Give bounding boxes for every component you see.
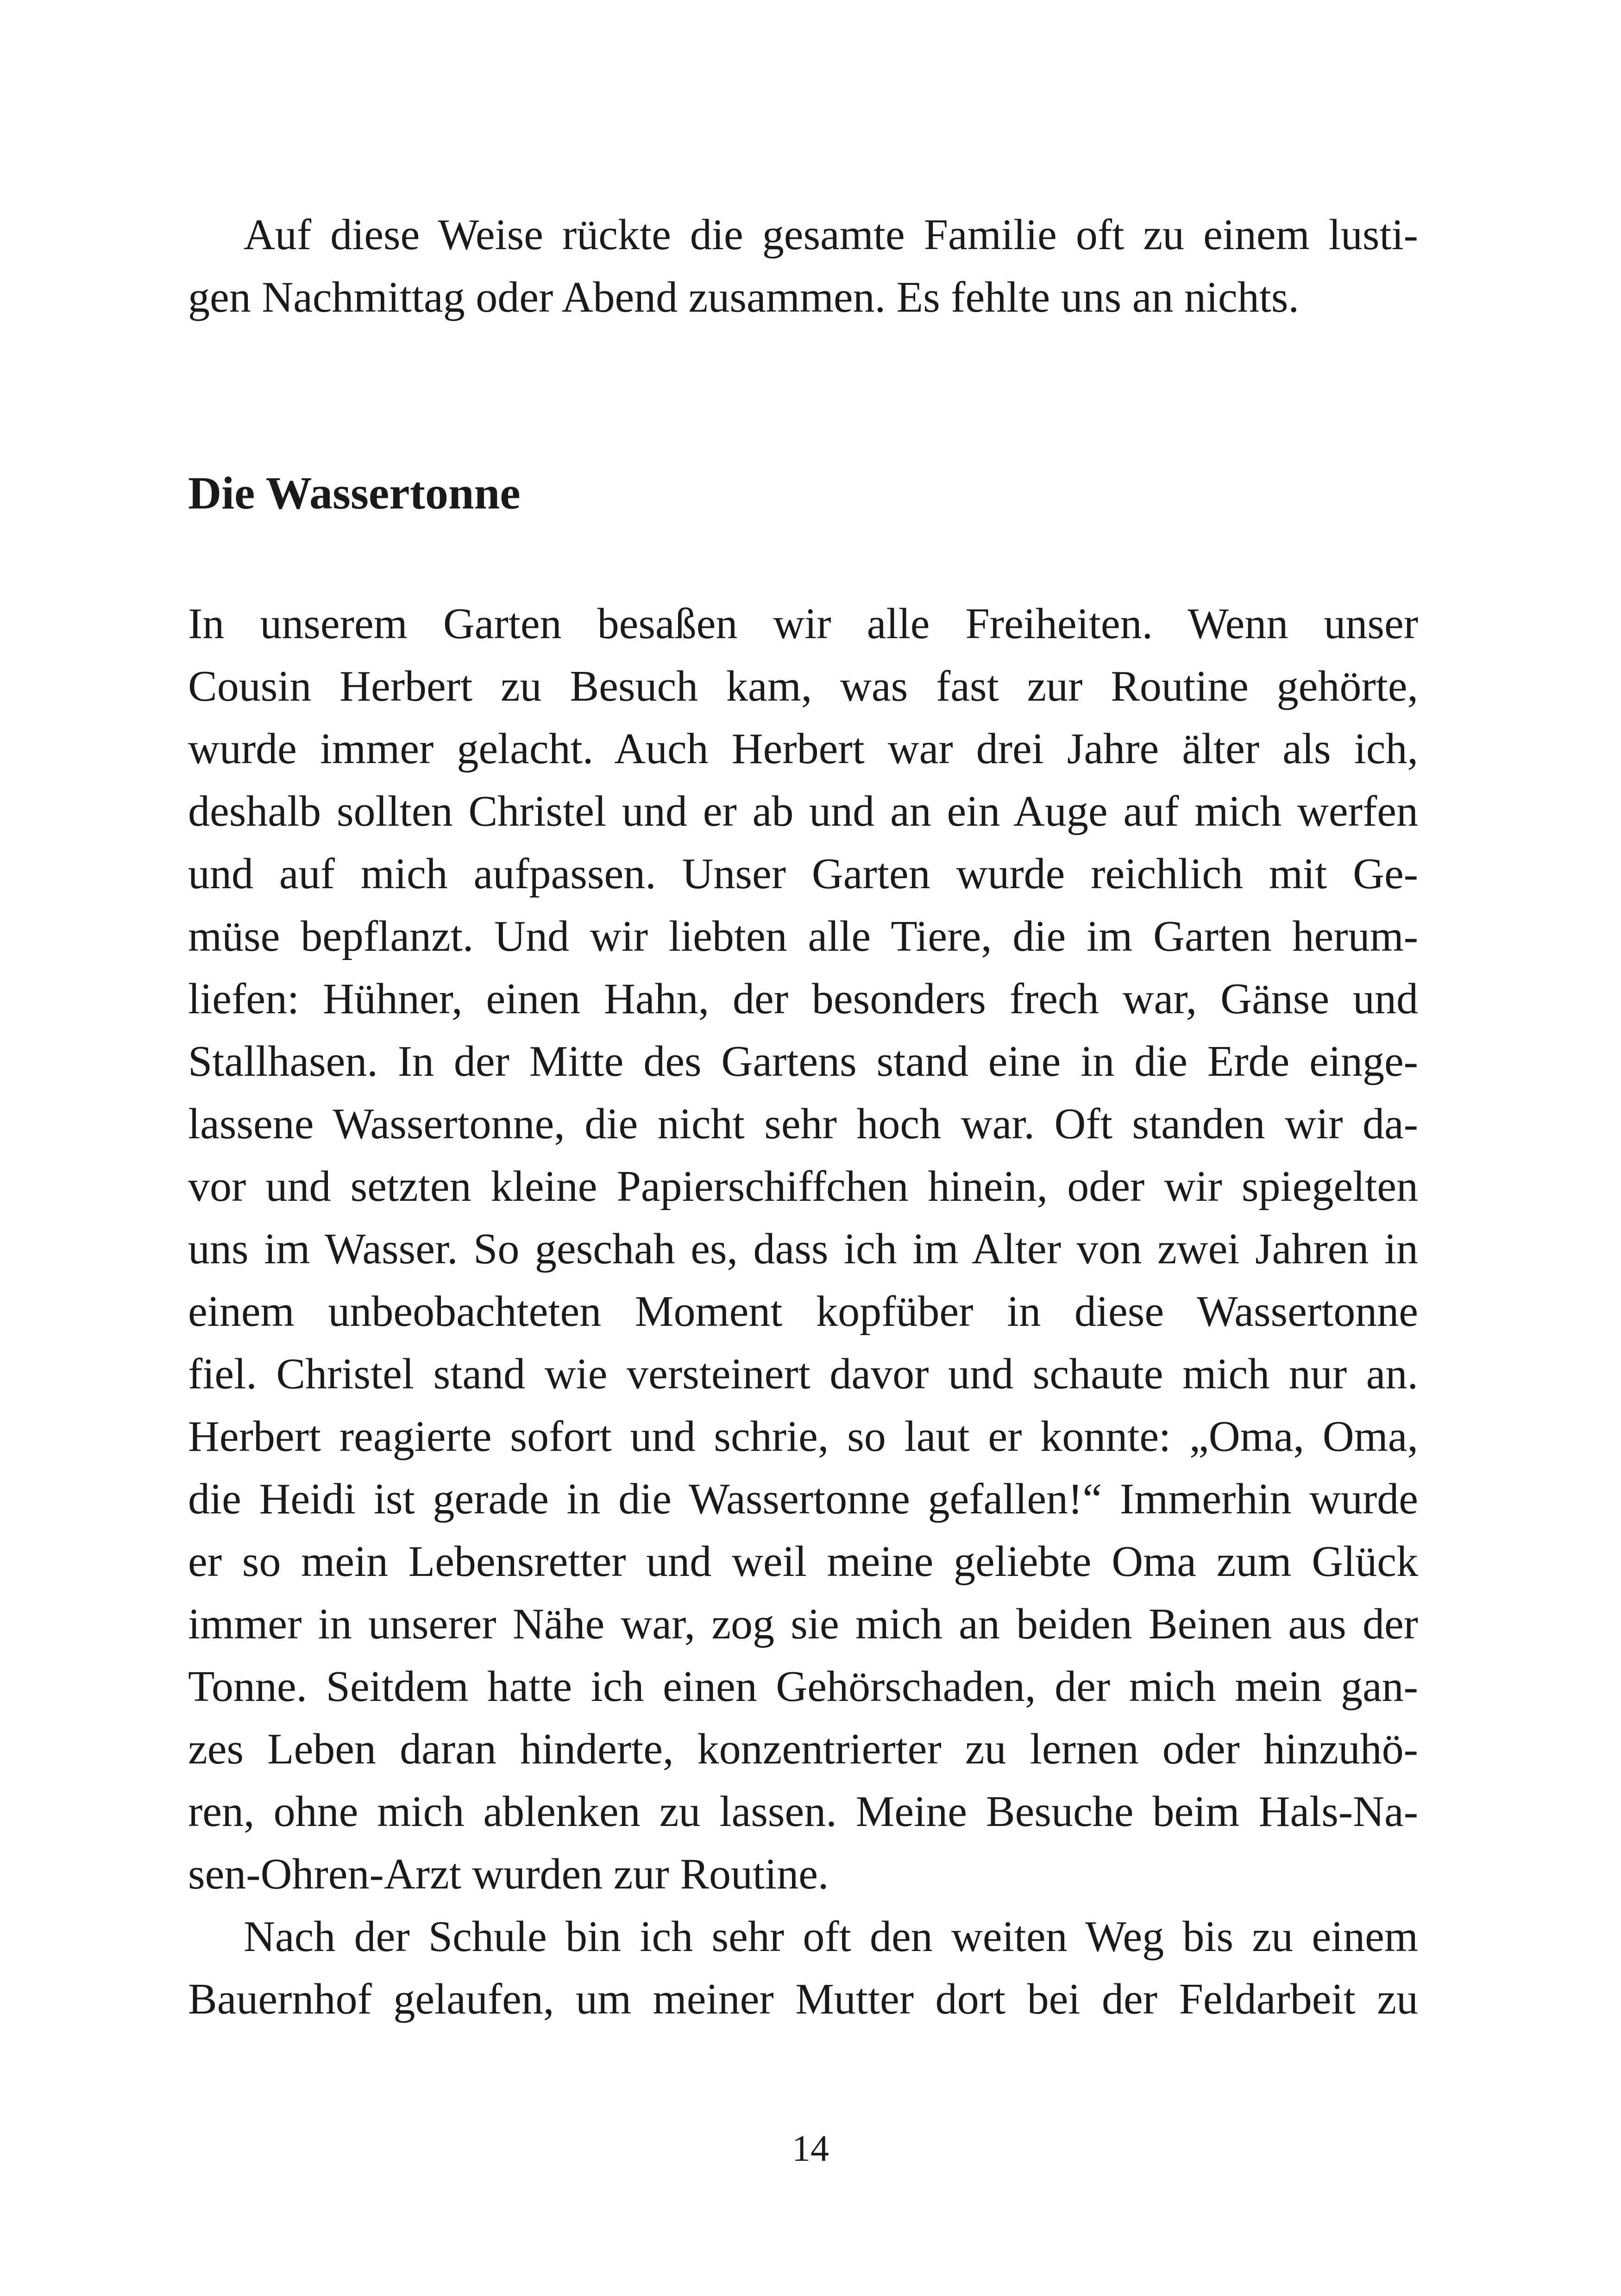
text-line: Auf diese Weise rückte die gesamte Familie oft zu einem lusti-	[244, 211, 1418, 259]
text-line: immer in unserer Nähe war, zog sie mich an beiden Beinen aus der	[188, 1600, 1418, 1648]
text-line: sen-Ohren-Arzt wurden zur Routine.	[188, 1850, 829, 1898]
text-line: liefen: Hühner, einen Hahn, der besonders frech war, Gänse und	[188, 975, 1418, 1023]
page-number: 14	[792, 2128, 829, 2169]
text-line: deshalb sollten Christel und er ab und an ein Auge auf mich werfen	[188, 787, 1418, 835]
text-line: In unserem Garten besaßen wir alle Freiheiten. Wenn unser	[188, 600, 1418, 648]
text-line: und auf mich aufpassen. Unser Garten wurde reichlich mit Ge-	[188, 850, 1418, 898]
text-line: zes Leben daran hinderte, konzentrierter zu lernen oder hinzuhö-	[188, 1725, 1418, 1773]
text-line: Cousin Herbert zu Besuch kam, was fast zur Routine gehörte,	[188, 662, 1418, 710]
text-line: fiel. Christel stand wie versteinert davor und schaute mich nur an.	[188, 1350, 1418, 1398]
text-line: gen Nachmittag oder Abend zusammen. Es fehlte uns an nichts.	[188, 273, 1299, 321]
text-line: uns im Wasser. So geschah es, dass ich im Alter von zwei Jahren in	[188, 1225, 1418, 1273]
section-heading: Die Wassertonne	[188, 467, 521, 519]
text-line: Stallhasen. In der Mitte des Gartens stand eine in die Erde einge-	[188, 1037, 1418, 1085]
text-line: ren, ohne mich ablenken zu lassen. Meine Besuche beim Hals-Na-	[188, 1788, 1418, 1836]
text-line: vor und setzten kleine Papierschiffchen hinein, oder wir spiegelten	[188, 1162, 1418, 1211]
text-line: Bauernhof gelaufen, um meiner Mutter dort bei der Feldarbeit zu	[188, 1975, 1418, 2023]
text-line: er so mein Lebensretter und weil meine geliebte Oma zum Glück	[188, 1537, 1418, 1586]
text-line: Herbert reagierte sofort und schrie, so laut er konnte: „Oma, Oma,	[188, 1412, 1418, 1461]
text-line: Nach der Schule bin ich sehr oft den weiten Weg bis zu einem	[244, 1913, 1418, 1961]
text-line: wurde immer gelacht. Auch Herbert war drei Jahre älter als ich,	[188, 725, 1418, 773]
text-line: einem unbeobachteten Moment kopfüber in diese Wassertonne	[188, 1287, 1418, 1336]
text-line: Tonne. Seitdem hatte ich einen Gehörschaden, der mich mein gan-	[188, 1662, 1418, 1711]
text-line: lassene Wassertonne, die nicht sehr hoch war. Oft standen wir da-	[188, 1100, 1418, 1148]
text-line: die Heidi ist gerade in die Wassertonne gefallen!“ Immerhin wurde	[188, 1475, 1418, 1523]
text-line: müse bepflanzt. Und wir liebten alle Tiere, die im Garten herum-	[188, 912, 1418, 960]
